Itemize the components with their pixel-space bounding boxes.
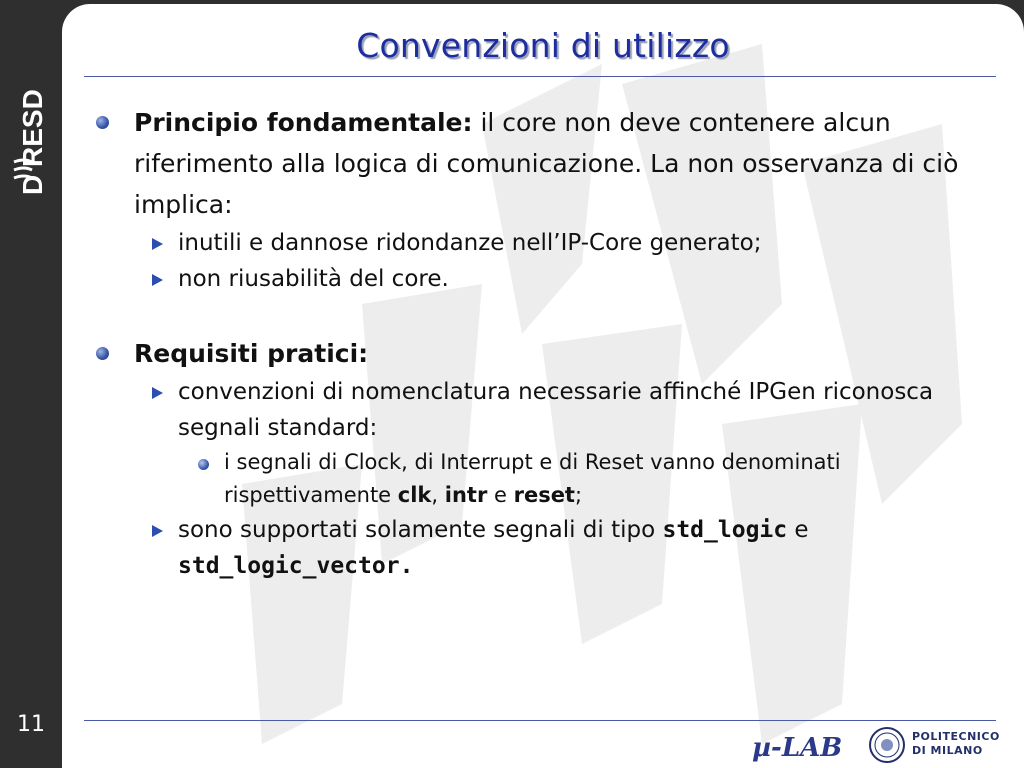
subitem-nomenclatura [94, 374, 994, 446]
tipi-text: sono supportati solamente segnali di tipo [178, 517, 663, 543]
slide-content [94, 102, 994, 584]
slide-number: 11 [17, 712, 45, 737]
separator-end: ; [574, 483, 583, 507]
signal-clk: clk [397, 483, 432, 507]
bullet-sphere-icon [96, 347, 109, 360]
code-std-logic: std_logic [662, 517, 788, 543]
separator-comma: , [431, 483, 445, 507]
slide-canvas [62, 4, 1024, 768]
title-divider [84, 76, 996, 77]
bullet-principio-text: il core non deve contenere alcun riferimento alla logica di comunicazione. La non osservanza di ciò implica: [134, 108, 959, 219]
subsubitem-segnali [94, 446, 994, 512]
separator-e: e [487, 483, 514, 507]
signal-reset: reset [513, 483, 575, 507]
signal-intr: intr [444, 483, 488, 507]
triangle-arrow-icon [152, 387, 163, 399]
dresd-logo [8, 30, 54, 200]
segnali-text: i segnali di Clock, di Interrupt e di Reset vanno denominati rispettivamente [224, 450, 841, 507]
triangle-arrow-icon [152, 525, 163, 537]
subitem-ridondanze-text: inutili e dannose ridondanze nell’IP-Core generato; [178, 230, 762, 256]
dresd-logo-text: D RESD [17, 89, 48, 195]
bullet-requisiti [94, 333, 994, 374]
subitem-ridondanze [94, 225, 994, 261]
tipi-text-e: e [787, 517, 809, 543]
subitem-riusabilita [94, 261, 994, 297]
code-std-logic-vector: std_logic_vector [178, 553, 400, 579]
polimi-line2: DI MILANO [912, 744, 983, 757]
bullet-principio [94, 102, 994, 225]
polimi-line1: POLITECNICO [912, 730, 1000, 743]
polimi-seal-icon [868, 726, 906, 764]
dot-sphere-icon [198, 459, 209, 470]
triangle-arrow-icon [152, 274, 163, 286]
subitem-tipi [94, 512, 994, 584]
ulab-logo-text: µ-LAB [752, 733, 843, 762]
tipi-end: . [399, 553, 414, 579]
bullet-requisiti-heading: Requisiti pratici: [134, 339, 369, 368]
polimi-logo-text [912, 730, 1000, 758]
triangle-arrow-icon [152, 238, 163, 250]
footer-divider [84, 720, 996, 721]
bullet-principio-heading: Principio fondamentale: [134, 108, 473, 137]
subitem-riusabilita-text: non riusabilità del core. [178, 266, 449, 292]
subitem-nomenclatura-text: convenzioni di nomenclatura necessarie affinché IPGen riconosca segnali standard: [178, 379, 934, 441]
slide-title: Convenzioni di utilizzo [356, 26, 730, 65]
ulab-logo [752, 730, 852, 762]
sidebar [0, 0, 62, 768]
bullet-sphere-icon [96, 116, 109, 129]
